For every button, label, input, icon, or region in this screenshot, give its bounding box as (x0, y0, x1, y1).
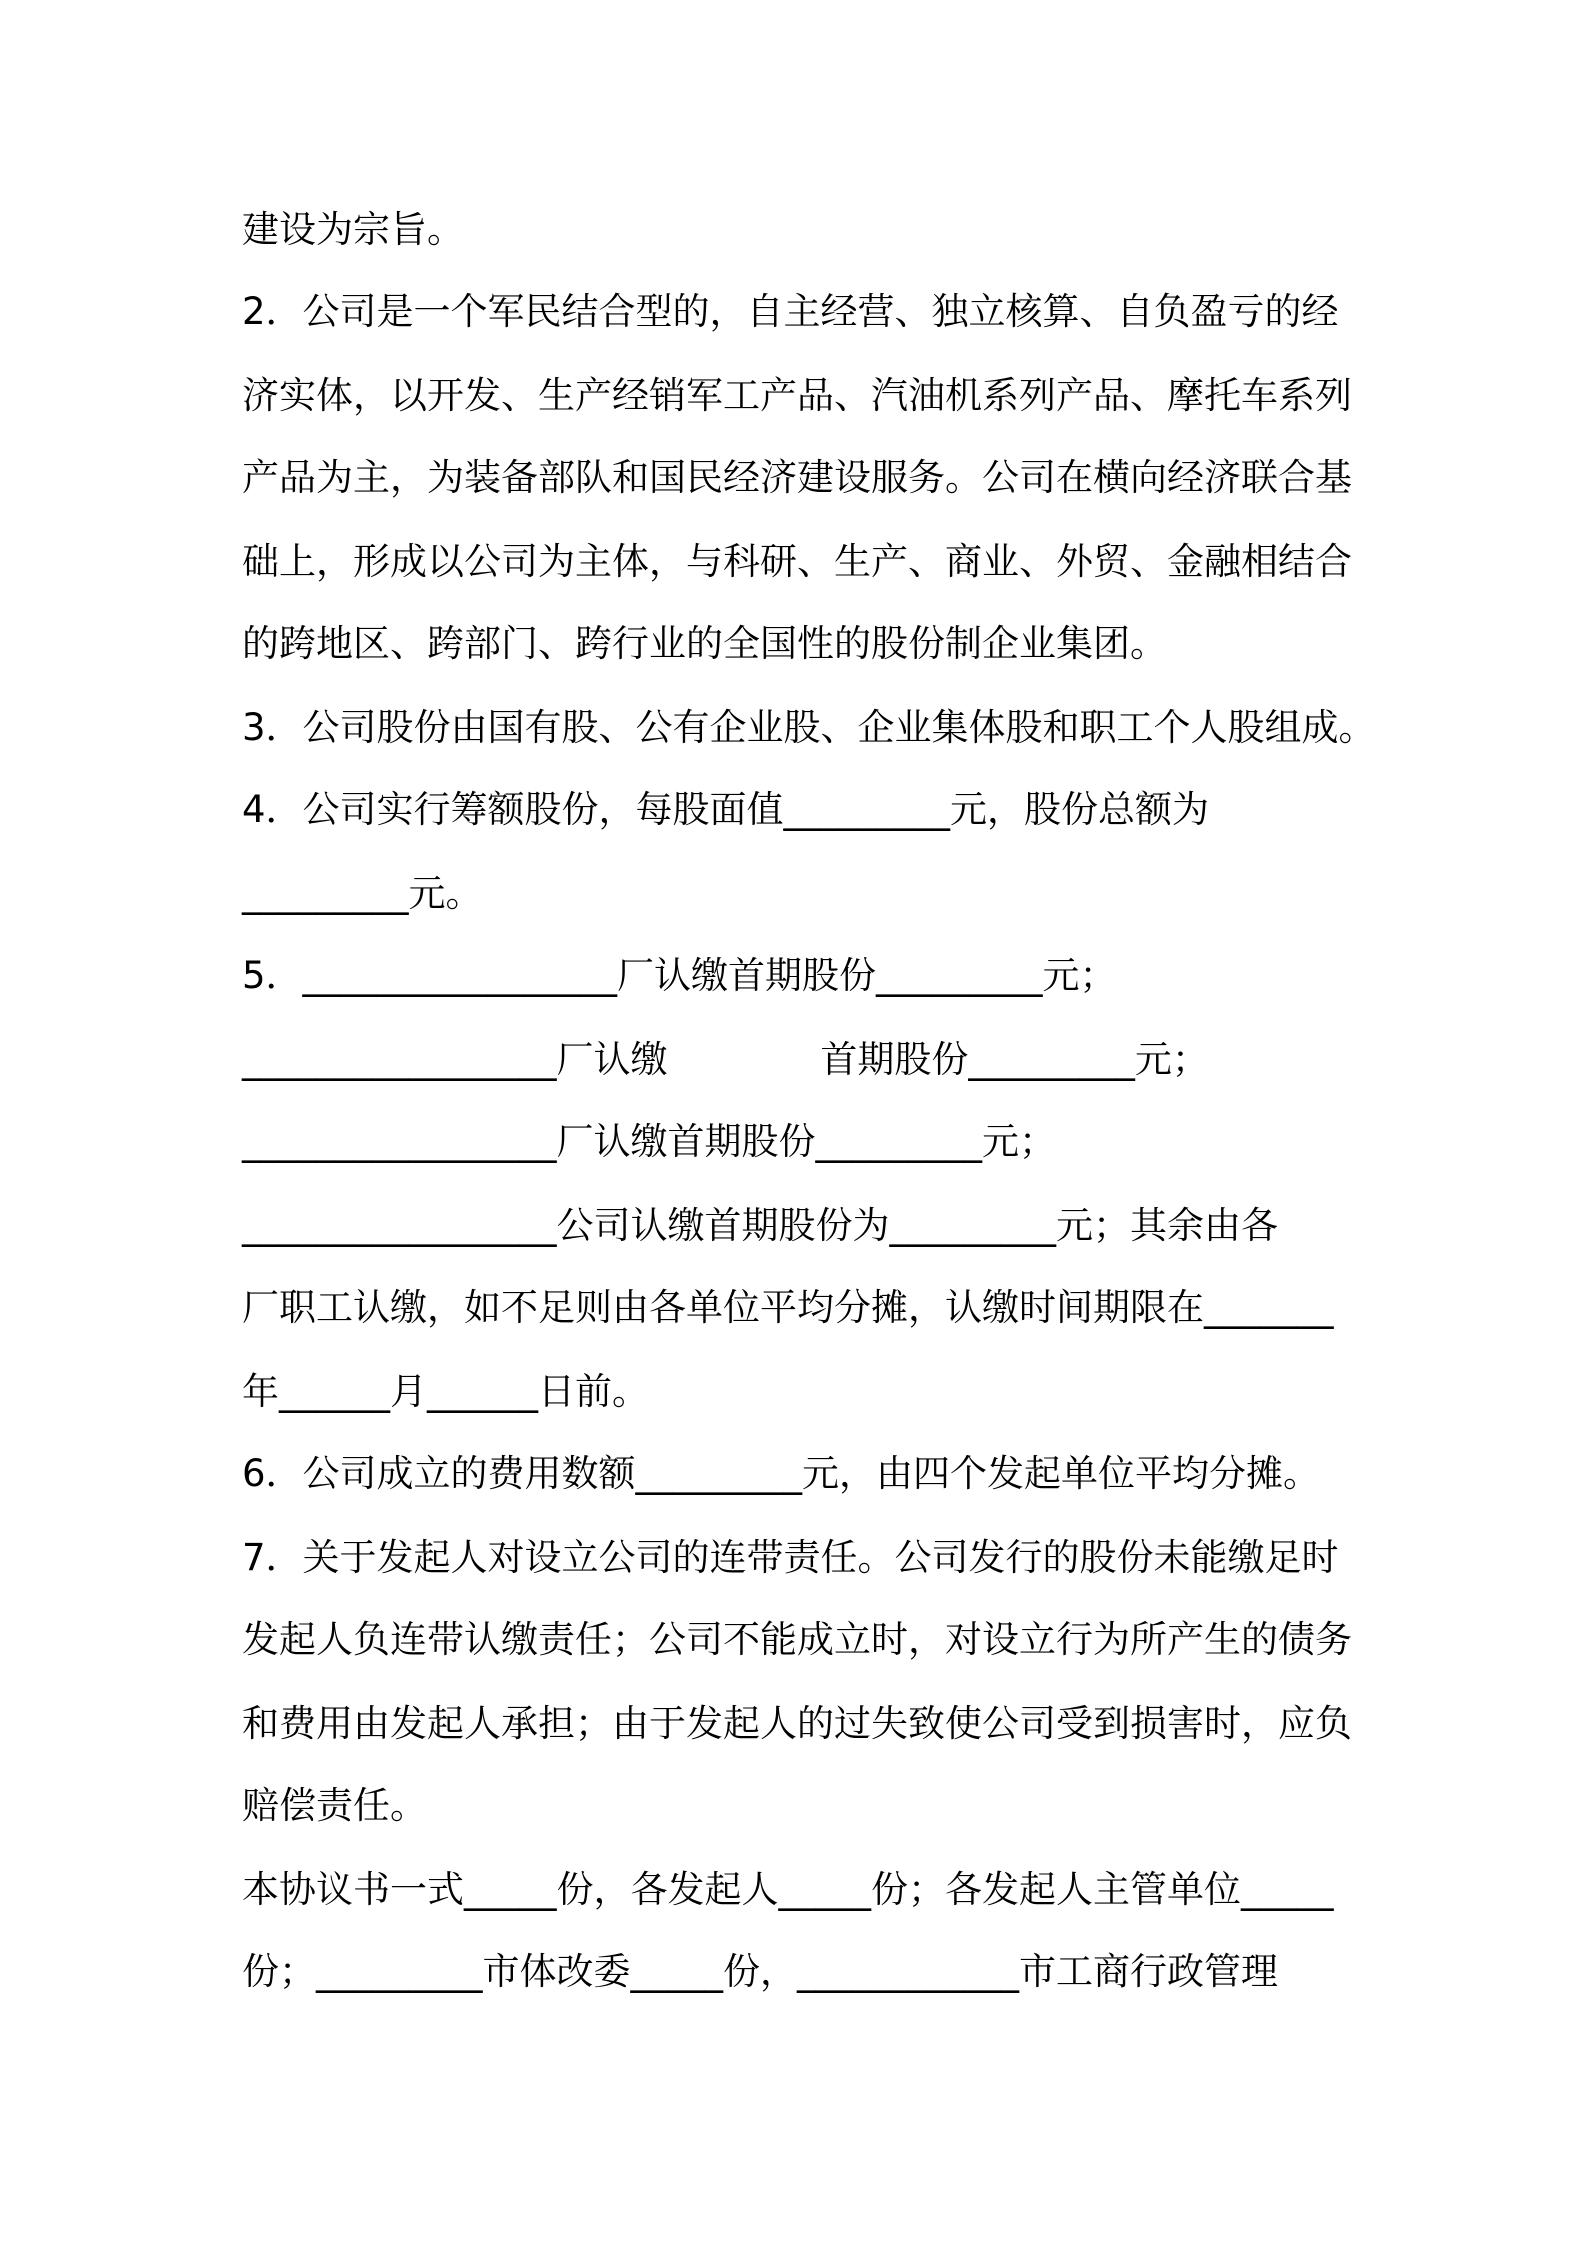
clause-3-line-1: 3．公司股份由国有股、公有企业股、企业集体股和职工个人股组成。 (242, 706, 1376, 749)
copies-line-1: 本协议书一式_____份，各发起人_____份；各发起人主管单位_____ (242, 1868, 1334, 1911)
clause-7-line-4: 赔偿责任。 (242, 1784, 427, 1827)
text-line-1: 建设为宗旨。 (242, 208, 464, 251)
clause-7-line-2: 发起人负连带认缴责任；公司不能成立时，对设立行为所产生的债务 (242, 1618, 1352, 1661)
clause-5-line-3: _________________厂认缴首期股份_________元； (242, 1120, 1056, 1163)
clause-4-line-1: 4．公司实行筹额股份，每股面值_________元，股份总额为 (242, 788, 1210, 831)
clause-2-line-4: 础上，形成以公司为主体，与科研、生产、商业、外贸、金融相结合 (242, 540, 1352, 583)
copies-line-2: 份；_________市体改委_____份，____________市工商行政管理 (242, 1950, 1278, 1993)
clause-5-line-6: 年______月______日前。 (242, 1370, 649, 1413)
clause-5-line-4: _________________公司认缴首期股份为_________元；其余由各 (242, 1204, 1278, 1247)
clause-2-line-2: 济实体，以开发、生产经销军工产品、汽油机系列产品、摩托车系列 (242, 374, 1352, 417)
clause-6-line-1: 6．公司成立的费用数额_________元，由四个发起单位平均分摊。 (242, 1452, 1321, 1495)
clause-5-line-2: _________________厂认缴 首期股份_________元； (242, 1038, 1209, 1081)
clause-2-line-3: 产品为主，为装备部队和国民经济建设服务。公司在横向经济联合基 (242, 456, 1352, 499)
clause-7-line-3: 和费用由发起人承担；由于发起人的过失致使公司受到损害时，应负 (242, 1702, 1352, 1745)
clause-7-line-1: 7．关于发起人对设立公司的连带责任。公司发行的股份未能缴足时 (242, 1536, 1339, 1579)
clause-5-line-1: 5．_________________厂认缴首期股份_________元； (242, 954, 1117, 997)
clause-5-line-5: 厂职工认缴，如不足则由各单位平均分摊，认缴时间期限在_______ (242, 1286, 1334, 1329)
clause-4-line-2: _________元。 (242, 872, 483, 915)
clause-2-line-1: 2．公司是一个军民结合型的，自主经营、独立核算、自负盈亏的经 (242, 290, 1339, 333)
clause-2-line-5: 的跨地区、跨部门、跨行业的全国性的股份制企业集团。 (242, 622, 1167, 665)
